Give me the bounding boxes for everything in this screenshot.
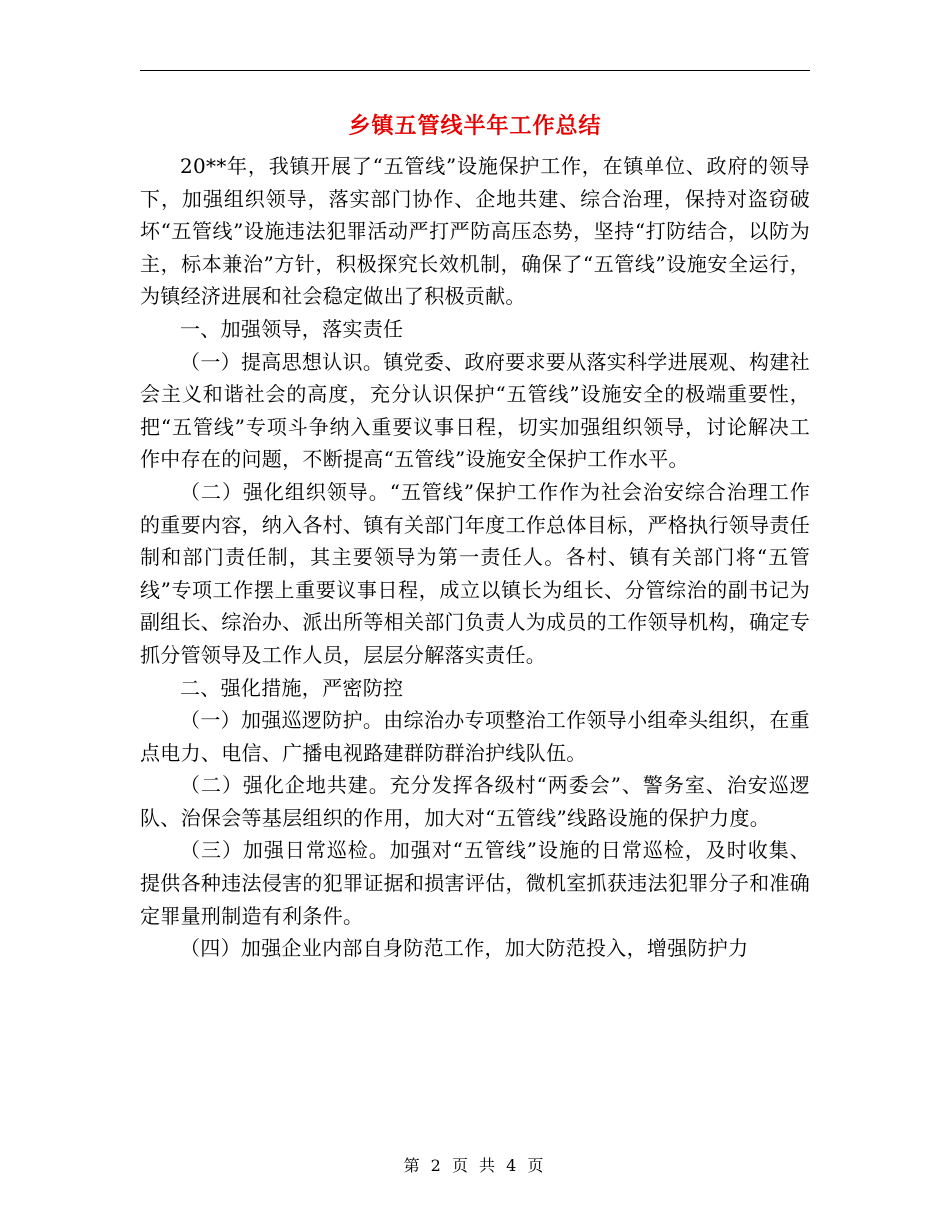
section-1-item-1: （一）提高思想认识。镇党委、政府要求要从落实科学进展观、构建社会主义和谐社会的高度，充分认识保护“五管线”设施安全的极端重要性，把“五管线”专项斗争纳入重要议事日程，切实加强组织领导，讨论解决工作中存在的问题，不断提高“五管线”设施安全保护工作水平。 bbox=[140, 349, 810, 472]
document-body bbox=[140, 150, 810, 965]
header-rule bbox=[140, 70, 810, 71]
section-2-item-1: （一）加强巡逻防护。由综治办专项整治工作领导小组牵头组织，在重点电力、电信、广播电视路建群防群治护线队伍。 bbox=[140, 708, 810, 765]
section-heading-2: 二、强化措施，严密防控 bbox=[180, 675, 404, 700]
section-2-item-3: （三）加强日常巡检。加强对“五管线”设施的日常巡检，及时收集、提供各种违法侵害的犯罪证据和损害评估，微机室抓获违法犯罪分子和准确定罪量刑制造有利条件。 bbox=[140, 838, 810, 928]
section-2-item-4: （四）加强企业内部自身防范工作，加大防范投入，增强防护力 bbox=[180, 936, 749, 961]
section-1-item-2: （二）强化组织领导。“五管线”保护工作作为社会治安综合治理工作的重要内容，纳入各村、镇有关部门年度工作总体目标，严格执行领导责任制和部门责任制，其主要领导为第一责任人。各村、镇有关部门将“五管线”专项工作摆上重要议事日程，成立以镇长为组长、分管综治的副书记为副组长、综治办、派出所等相关部门负责人为成员的工作领导机构，确定专抓分管领导及工作人员，层层分解落实责任。 bbox=[140, 479, 810, 667]
page-number-footer: 第 2 页 共 4 页 bbox=[403, 1156, 547, 1175]
section-heading-1: 一、加强领导，落实责任 bbox=[180, 316, 404, 341]
document-title: 乡镇五管线半年工作总结 bbox=[348, 114, 602, 139]
intro-paragraph: 20**年，我镇开展了“五管线”设施保护工作，在镇单位、政府的领导下，加强组织领导，落实部门协作、企地共建、综合治理，保持对盗窃破坏“五管线”设施违法犯罪活动严打严防高压态势，坚持“打防结合，以防为主，标本兼治”方针，积极探究长效机制，确保了“五管线”设施安全运行，为镇经济进展和社会稳定做出了积极贡献。 bbox=[140, 154, 810, 309]
section-2-item-2: （二）强化企地共建。充分发挥各级村“两委会”、警务室、治安巡逻队、治保会等基层组织的作用，加大对“五管线”线路设施的保护力度。 bbox=[140, 773, 810, 830]
